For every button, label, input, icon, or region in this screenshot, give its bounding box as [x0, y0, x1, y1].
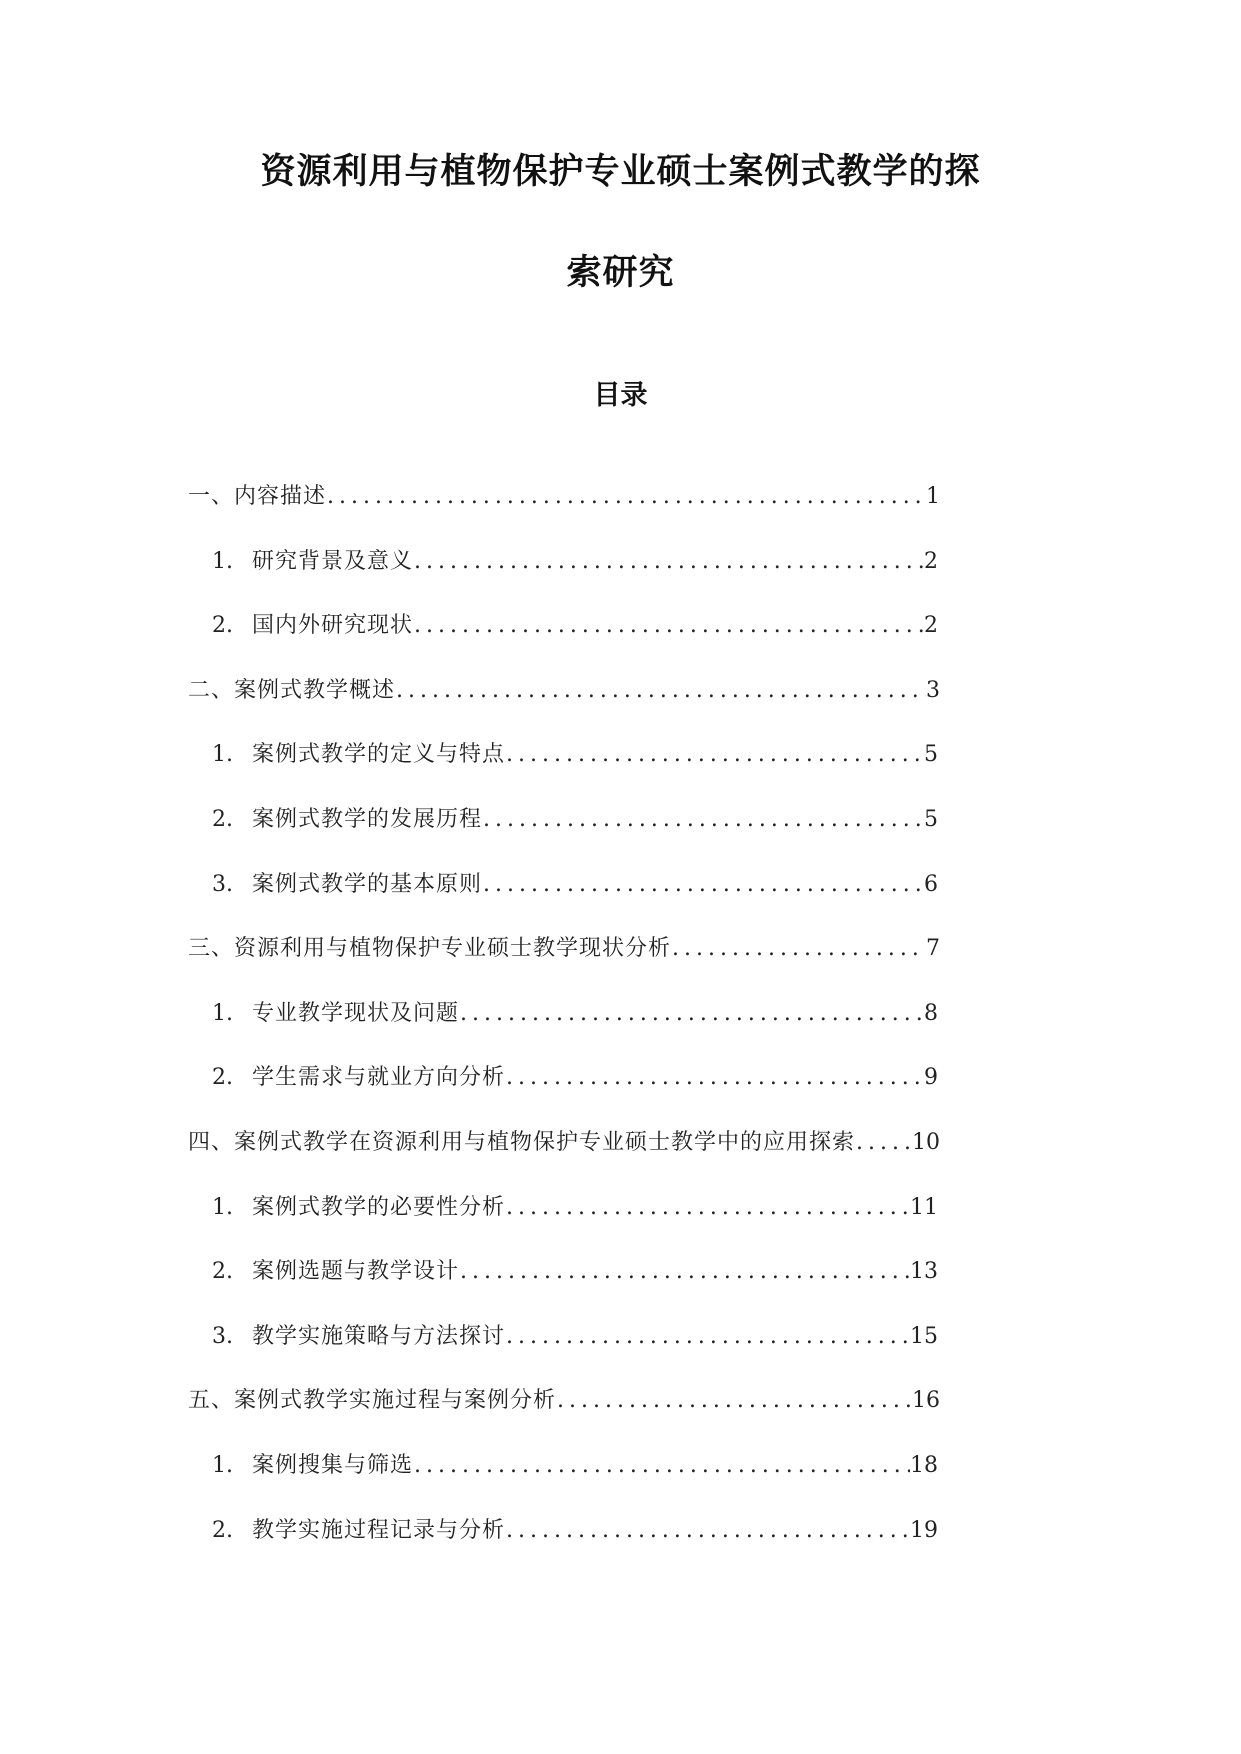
toc-entry-page-number: 10 [912, 1129, 940, 1155]
toc-entry[interactable] [188, 807, 940, 872]
toc-entry-number: 1. [212, 1000, 233, 1026]
toc-entry[interactable] [188, 613, 940, 678]
toc-entry-title: 案例搜集与筛选 [252, 1452, 414, 1478]
toc-dot-leader [672, 936, 926, 962]
toc-dot-leader [506, 742, 924, 768]
toc-entry-title: 教学实施策略与方法探讨 [252, 1323, 506, 1349]
toc-entry-number: 2. [212, 1517, 233, 1543]
toc-dot-leader [557, 1388, 912, 1414]
toc-entry-title: 案例式教学的必要性分析 [252, 1194, 506, 1220]
toc-dot-leader [506, 1065, 924, 1091]
toc-entry-number: 1. [212, 742, 233, 768]
toc-entry-page-number: 13 [910, 1259, 938, 1285]
toc-entry-title: 一、内容描述 [188, 484, 327, 509]
toc-entry[interactable] [188, 484, 940, 549]
toc-dot-leader [506, 1195, 910, 1221]
toc-entry-title: 五、案例式教学实施过程与案例分析 [188, 1388, 557, 1414]
toc-dot-leader [414, 613, 924, 639]
toc-entry-page-number: 8 [924, 1000, 938, 1026]
toc-entry-page-number: 18 [910, 1452, 938, 1478]
toc-entry[interactable] [188, 1195, 940, 1260]
toc-dot-leader [414, 1453, 910, 1479]
toc-dot-leader [506, 1518, 910, 1544]
toc-entry[interactable] [188, 742, 940, 807]
toc-dot-leader [506, 1324, 910, 1350]
toc-heading: 目录 [593, 380, 648, 411]
toc-entry-title: 国内外研究现状 [252, 613, 414, 639]
toc-entry[interactable] [188, 1259, 940, 1324]
toc-entry-page-number: 1 [926, 484, 940, 509]
toc-dot-leader [483, 872, 924, 898]
toc-entry[interactable] [188, 1065, 940, 1130]
document-title-line-2: 索研究 [566, 253, 675, 293]
toc-entry-page-number: 19 [910, 1517, 938, 1543]
toc-entry[interactable] [188, 1324, 940, 1389]
toc-entry-title: 三、资源利用与植物保护专业硕士教学现状分析 [188, 936, 672, 962]
toc-entry-page-number: 16 [912, 1388, 940, 1414]
toc-entry-title: 案例式教学的基本原则 [252, 871, 483, 897]
toc-entry-page-number: 7 [926, 936, 940, 962]
document-title-line-1: 资源利用与植物保护专业硕士案例式教学的探 [260, 152, 981, 192]
toc-entry-number: 1. [212, 1452, 233, 1478]
toc-dot-leader [460, 1001, 924, 1027]
toc-entry[interactable] [188, 1001, 940, 1066]
toc-entry-number: 1. [212, 548, 233, 574]
toc-entry-title: 案例式教学的定义与特点 [252, 742, 506, 768]
toc-dot-leader [483, 807, 924, 833]
toc-entry-title: 四、案例式教学在资源利用与植物保护专业硕士教学中的应用探索 [188, 1129, 856, 1155]
toc-entry-number: 2. [212, 1065, 233, 1091]
toc-dot-leader [460, 1259, 910, 1285]
toc-entry-page-number: 2 [924, 548, 938, 574]
toc-entry[interactable] [188, 678, 940, 743]
toc-entry-page-number: 15 [910, 1323, 938, 1349]
toc-entry-number: 2. [212, 806, 233, 832]
toc-entry-number: 3. [212, 871, 233, 897]
toc-entry-page-number: 5 [924, 742, 938, 768]
toc-dot-leader [396, 678, 926, 704]
toc-entry-number: 1. [212, 1194, 233, 1220]
toc-entry[interactable] [188, 936, 940, 1001]
toc-entry[interactable] [188, 1518, 940, 1583]
toc-entry-number: 2. [212, 613, 233, 639]
toc-entry[interactable] [188, 1388, 940, 1453]
toc-entry-page-number: 2 [924, 613, 938, 639]
toc-entry-page-number: 6 [924, 871, 938, 897]
toc-entry-page-number: 3 [926, 677, 940, 703]
toc-entry-title: 二、案例式教学概述 [188, 677, 396, 703]
toc-entry[interactable] [188, 549, 940, 614]
toc-entry-title: 案例式教学的发展历程 [252, 806, 483, 832]
toc-entry[interactable] [188, 872, 940, 937]
table-of-contents [188, 484, 940, 1582]
toc-entry[interactable] [188, 1130, 940, 1195]
toc-entry-title: 专业教学现状及问题 [252, 1000, 460, 1026]
toc-entry-page-number: 11 [910, 1194, 938, 1220]
toc-entry-page-number: 5 [924, 806, 938, 832]
toc-entry-number: 3. [212, 1323, 233, 1349]
toc-entry-page-number: 9 [924, 1065, 938, 1091]
toc-entry[interactable] [188, 1453, 940, 1518]
toc-dot-leader [327, 484, 926, 510]
toc-entry-number: 2. [212, 1259, 233, 1285]
toc-dot-leader [414, 549, 924, 575]
toc-entry-title: 学生需求与就业方向分析 [252, 1065, 506, 1091]
toc-entry-title: 案例选题与教学设计 [252, 1259, 460, 1285]
toc-dot-leader [856, 1130, 912, 1156]
toc-entry-title: 教学实施过程记录与分析 [252, 1517, 506, 1543]
toc-entry-title: 研究背景及意义 [252, 548, 414, 574]
